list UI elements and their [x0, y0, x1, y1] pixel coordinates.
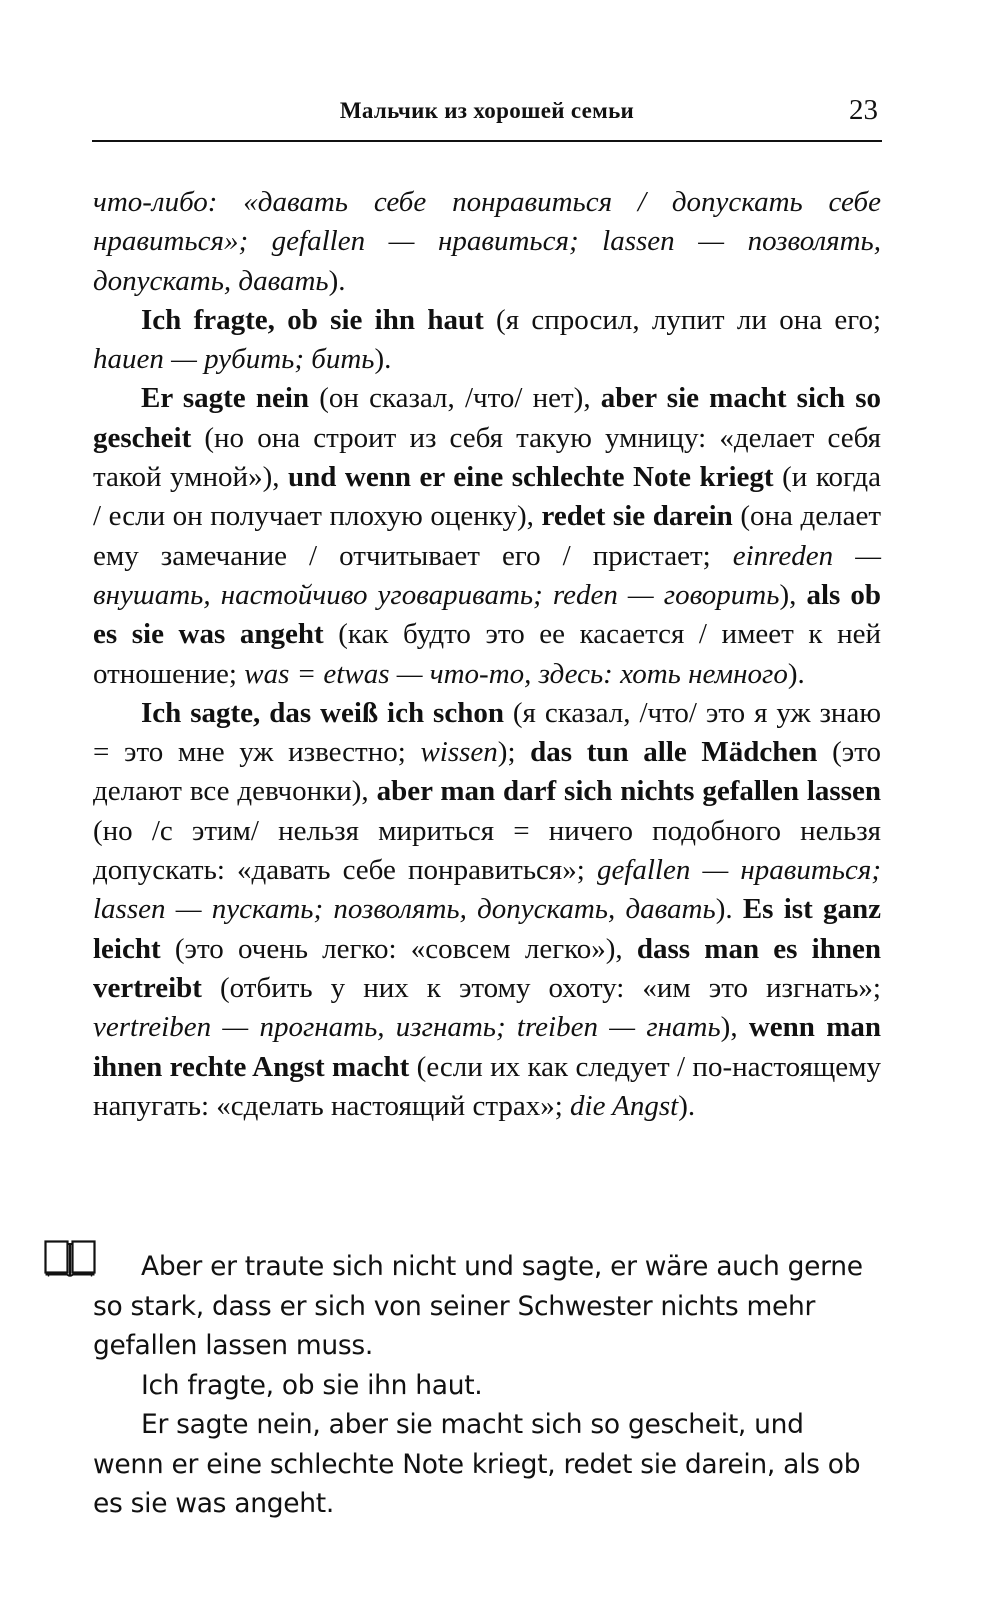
german-phrase: redet sie darein [541, 500, 733, 533]
german-phrase: als ob es sie was angeht [93, 578, 881, 651]
german-phrase: das tun alle Mädchen [530, 736, 818, 769]
german-phrase: Ich sagte, das weiß ich schon [141, 696, 504, 729]
reading-paragraph: Ich fragte, ob sie ihn haut. [141, 1369, 483, 1401]
italic-gloss: что-либо: «давать себе понравиться / допускать себе нравиться»; gefallen — нравиться; lassen — позволять, допускать, давать [93, 186, 881, 297]
commentary-paragraph [93, 301, 881, 380]
translation-run: (но /с этим/ нельзя мириться = ничего подобного нельзя допускать: «давать себе понравиться»; [93, 814, 881, 887]
text-run: ). [328, 264, 346, 297]
translation-run: (но она строит из себя такую умницу: «делает себя такой умной»), [93, 421, 881, 494]
translation-run: (это очень легко: «совсем легко»), [160, 932, 637, 965]
commentary-text [93, 183, 881, 1126]
text-run: ), [720, 1011, 749, 1044]
text-run: ), [779, 578, 807, 611]
commentary-paragraph [93, 694, 881, 1126]
translation-run: (как будто это ее касается / имеет к ней отношение; [93, 618, 881, 690]
running-header [92, 92, 882, 142]
italic-gloss: einreden — внушать, настойчиво уговаривать; reden — говорить [93, 539, 881, 611]
german-phrase: Er sagte nein [141, 382, 310, 415]
german-phrase: aber sie macht sich so gescheit [93, 382, 881, 454]
reading-passage [93, 1247, 881, 1524]
translation-run: (он сказал, /что/ нет), [309, 382, 601, 415]
translation-run: (я сказал, /что/ это я уж знаю = это мне уж известно; [93, 696, 881, 769]
page-number: 23 [849, 94, 878, 126]
header-title: Мальчик из хорошей семьи [339, 98, 635, 123]
italic-gloss: hauen — рубить; бить [93, 343, 375, 376]
translation-run: (я спросил, лупит ли она его; [483, 303, 881, 336]
german-phrase: und wenn er eine schlechte Note kriegt [288, 461, 774, 494]
text-run: ). [374, 343, 392, 376]
italic-gloss: die Angst [570, 1089, 679, 1122]
translation-run: (она делает ему замечание / отчитывает его / пристает; [93, 500, 881, 572]
text-run: ); [497, 736, 531, 769]
text-run: ). [715, 893, 743, 926]
commentary-paragraph [93, 379, 881, 693]
translation-run: (отбить у них к этому охоту: «им это изгнать»; [201, 971, 881, 1004]
translation-run: (это делают все девчонки), [93, 736, 881, 808]
reading-paragraph: Aber er traute sich nicht und sagte, er wäre auch gerne so stark, dass er sich von seiner Schwester nichts mehr gefallen lassen muss. [93, 1251, 863, 1361]
italic-gloss: vertreiben — прогнать, изгнать; treiben — гнать [93, 1011, 721, 1044]
reading-paragraph: Er sagte nein, aber sie macht sich so gescheit, und wenn er eine schlechte Note kriegt, redet sie darein, als ob es sie was angeht. [93, 1409, 861, 1519]
text-run: ). [787, 657, 805, 690]
italic-gloss: was = etwas — что-то, здесь: хоть немного [244, 657, 788, 690]
german-phrase: Ich fragte, ob sie ihn haut [141, 303, 484, 336]
german-phrase: dass man es ihnen vertreibt [93, 932, 881, 1004]
german-phrase: aber man darf sich nichts gefallen lassen [376, 775, 881, 808]
german-phrase: wenn man ihnen rechte Angst macht [93, 1011, 881, 1083]
italic-gloss: wissen [420, 736, 498, 769]
german-phrase: Es ist ganz leicht [93, 893, 881, 965]
translation-run: (и когда / если он получает плохую оценку), [93, 461, 882, 533]
translation-run: (если их как следует / по-настоящему напугать: «сделать настоящий страх»; [93, 1050, 882, 1122]
italic-gloss: gefallen — нравиться; lassen — пускать; позволять, допускать, давать [93, 854, 881, 926]
commentary-paragraph [93, 183, 881, 301]
open-book-icon [44, 1240, 96, 1278]
text-run: ). [678, 1089, 696, 1122]
